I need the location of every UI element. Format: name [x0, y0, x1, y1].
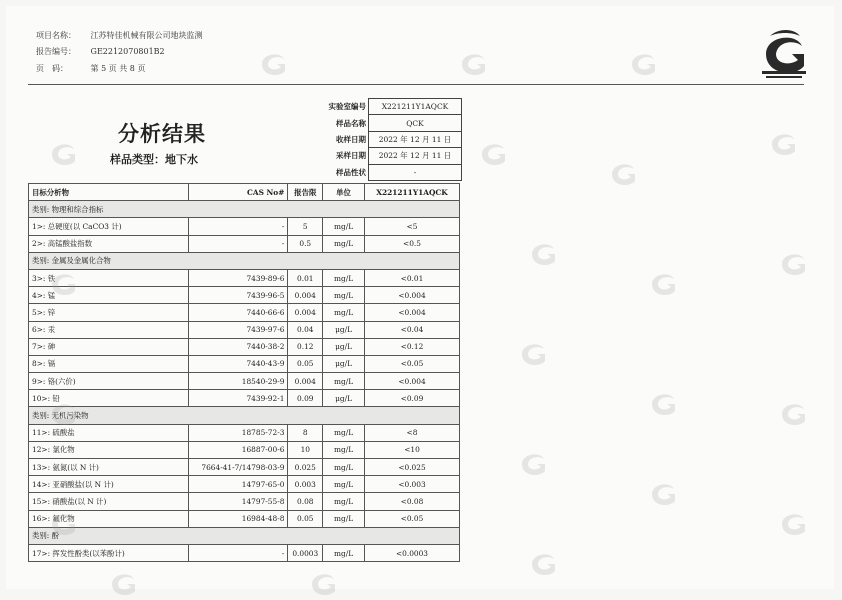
analyte-name: 17>: 挥发性酚类(以苯酚计) [29, 544, 189, 561]
report-limit: 0.05 [288, 355, 323, 372]
info-row [306, 131, 462, 147]
cas-number: - [189, 218, 288, 235]
unit: mg/L [323, 476, 365, 493]
report-limit: 0.5 [288, 235, 323, 252]
info-value: QCK [369, 115, 462, 131]
unit: μg/L [323, 355, 365, 372]
table-row [29, 321, 460, 338]
report-limit: 0.0003 [288, 544, 323, 561]
lab-seal-logo-icon [756, 24, 812, 80]
info-row [306, 148, 462, 164]
cas-number: 18540-29-9 [189, 373, 288, 390]
info-row [306, 115, 462, 131]
result-value: <0.004 [364, 304, 459, 321]
unit: mg/L [323, 424, 365, 441]
analyte-name: 13>: 氨氮(以 N 计) [29, 459, 189, 476]
info-row [306, 99, 462, 115]
analyte-name: 3>: 铁 [29, 269, 189, 286]
result-value: <0.004 [364, 373, 459, 390]
report-limit: 0.025 [288, 459, 323, 476]
analyte-name: 15>: 硝酸盐(以 N 计) [29, 493, 189, 510]
table-header-row [29, 184, 460, 201]
unit: mg/L [323, 218, 365, 235]
watermark-seal-icon [766, 126, 800, 160]
category-label: 类别: 酚 [29, 527, 460, 544]
analyte-name: 11>: 硫酸盐 [29, 424, 189, 441]
watermark-seal-icon [776, 506, 810, 540]
result-value: <10 [364, 441, 459, 458]
watermark-seal-icon [646, 386, 680, 420]
category-row [29, 252, 460, 269]
report-number-line [36, 46, 165, 57]
analyte-name: 8>: 镉 [29, 355, 189, 372]
watermark-seal-icon [646, 266, 680, 300]
watermark-seal-icon [476, 136, 510, 170]
report-limit: 0.004 [288, 373, 323, 390]
unit: mg/L [323, 235, 365, 252]
analyte-name: 16>: 氟化物 [29, 510, 189, 527]
watermark-seal-icon [456, 46, 490, 80]
analyte-name: 5>: 锌 [29, 304, 189, 321]
info-label: 样品名称 [336, 118, 366, 128]
table-row [29, 218, 460, 235]
unit: mg/L [323, 373, 365, 390]
report-limit: 0.004 [288, 304, 323, 321]
result-value: <0.003 [364, 476, 459, 493]
table-row [29, 390, 460, 407]
cas-number: 7440-43-9 [189, 355, 288, 372]
cas-number: 14797-65-0 [189, 476, 288, 493]
report-limit: 0.08 [288, 493, 323, 510]
table-row [29, 304, 460, 321]
report-limit: 0.04 [288, 321, 323, 338]
info-label: 实验室编号 [328, 102, 366, 112]
unit: mg/L [323, 510, 365, 527]
unit: μg/L [323, 390, 365, 407]
watermark-seal-icon [646, 476, 680, 510]
report-key: 报告编号： [36, 47, 76, 56]
info-row [306, 164, 462, 180]
analyte-name: 1>: 总硬度(以 CaCO3 计) [29, 218, 189, 235]
info-value: X221211Y1AQCK [369, 99, 462, 115]
cas-number: 7439-96-5 [189, 287, 288, 304]
unit: mg/L [323, 269, 365, 286]
result-value: <5 [364, 218, 459, 235]
cas-number: 16887-00-6 [189, 441, 288, 458]
report-number: GE2212070801B2 [90, 47, 165, 56]
analyte-name: 14>: 亚硝酸盐(以 N 计) [29, 476, 189, 493]
watermark-seal-icon [516, 336, 550, 370]
page-number: 第 5 页 共 8 页 [90, 64, 146, 73]
result-value: <0.08 [364, 493, 459, 510]
cas-number: 7440-66-6 [189, 304, 288, 321]
unit: mg/L [323, 441, 365, 458]
report-limit: 0.05 [288, 510, 323, 527]
page-title: 分析结果 [118, 121, 206, 146]
watermark-seal-icon [46, 136, 80, 170]
table-row [29, 287, 460, 304]
table-row [29, 235, 460, 252]
project-name: 江苏特佳机械有限公司地块监测 [90, 31, 203, 40]
result-value: <0.04 [364, 321, 459, 338]
analyte-name: 10>: 铅 [29, 390, 189, 407]
report-limit: 5 [288, 218, 323, 235]
info-value: 2022 年 12 月 11 日 [369, 148, 462, 164]
table-row [29, 441, 460, 458]
watermark-seal-icon [626, 46, 660, 80]
report-limit: 10 [288, 441, 323, 458]
cas-number: - [189, 235, 288, 252]
cas-number: 7439-92-1 [189, 390, 288, 407]
cas-number: 18785-72-3 [189, 424, 288, 441]
table-row [29, 373, 460, 390]
sample-type: 样品类型：地下水 [110, 153, 198, 166]
watermark-seal-icon [46, 396, 80, 430]
cas-number: 7439-89-6 [189, 269, 288, 286]
report-page [6, 6, 834, 589]
category-label: 类别: 金属及金属化合物 [29, 252, 460, 269]
info-label: 采样日期 [336, 151, 366, 161]
table-row [29, 459, 460, 476]
analyte-name: 9>: 铬(六价) [29, 373, 189, 390]
result-value: <0.004 [364, 287, 459, 304]
watermark-seal-icon [526, 236, 560, 270]
watermark-seal-icon [776, 396, 810, 430]
result-value: <0.5 [364, 235, 459, 252]
table-row [29, 493, 460, 510]
unit: mg/L [323, 287, 365, 304]
page-number-line [36, 63, 145, 74]
analyte-name: 7>: 砷 [29, 338, 189, 355]
watermark-seal-icon [606, 156, 640, 190]
info-label: 收样日期 [336, 134, 366, 144]
category-label: 类别: 无机污染物 [29, 407, 460, 424]
analyte-name: 6>: 汞 [29, 321, 189, 338]
table-row [29, 544, 460, 561]
col-header-cas: CAS No# [189, 184, 288, 201]
col-header-sample: X221211Y1AQCK [364, 184, 459, 201]
result-value: <0.01 [364, 269, 459, 286]
analyte-name: 2>: 高锰酸盐指数 [29, 235, 189, 252]
watermark-seal-icon [776, 246, 810, 280]
result-value: <8 [364, 424, 459, 441]
unit: mg/L [323, 493, 365, 510]
col-header-unit: 单位 [323, 184, 365, 201]
unit: mg/L [323, 459, 365, 476]
table-row [29, 355, 460, 372]
table-row [29, 510, 460, 527]
report-limit: 0.09 [288, 390, 323, 407]
unit: μg/L [323, 338, 365, 355]
analyte-name: 12>: 氯化物 [29, 441, 189, 458]
report-limit: 0.004 [288, 287, 323, 304]
page-key: 页 码： [36, 64, 68, 73]
info-value: 2022 年 12 月 11 日 [369, 131, 462, 147]
cas-number: 14797-55-8 [189, 493, 288, 510]
category-row [29, 527, 460, 544]
cas-number: - [189, 544, 288, 561]
cas-number: 16984-48-8 [189, 510, 288, 527]
result-value: <0.12 [364, 338, 459, 355]
report-limit: 8 [288, 424, 323, 441]
project-line [36, 30, 203, 41]
result-value: <0.09 [364, 390, 459, 407]
watermark-seal-icon [46, 506, 80, 540]
table-row [29, 338, 460, 355]
results-table [28, 183, 460, 562]
watermark-seal-icon [516, 446, 550, 480]
unit: mg/L [323, 304, 365, 321]
table-row [29, 424, 460, 441]
watermark-seal-icon [526, 546, 560, 580]
category-row [29, 201, 460, 218]
watermark-seal-icon [256, 46, 290, 80]
report-limit: 0.01 [288, 269, 323, 286]
info-value: - [369, 164, 462, 180]
table-row [29, 476, 460, 493]
table-row [29, 269, 460, 286]
cas-number: 7440-38-2 [189, 338, 288, 355]
col-header-limit: 报告限 [288, 184, 323, 201]
cas-number: 7439-97-6 [189, 321, 288, 338]
report-limit: 0.12 [288, 338, 323, 355]
result-value: <0.0003 [364, 544, 459, 561]
cas-number: 7664-41-7/14798-03-9 [189, 459, 288, 476]
report-limit: 0.003 [288, 476, 323, 493]
sample-info-table [306, 98, 462, 181]
col-header-analyte: 目标分析物 [29, 184, 189, 201]
result-value: <0.05 [364, 510, 459, 527]
watermark-seal-icon [46, 266, 80, 300]
result-value: <0.025 [364, 459, 459, 476]
project-key: 项目名称： [36, 31, 76, 40]
result-value: <0.05 [364, 355, 459, 372]
unit: μg/L [323, 321, 365, 338]
analyte-name: 4>: 锰 [29, 287, 189, 304]
unit: mg/L [323, 544, 365, 561]
category-row [29, 407, 460, 424]
info-label: 样品性状 [336, 167, 366, 177]
header-divider [28, 84, 804, 85]
category-label: 类别: 物理和综合指标 [29, 201, 460, 218]
